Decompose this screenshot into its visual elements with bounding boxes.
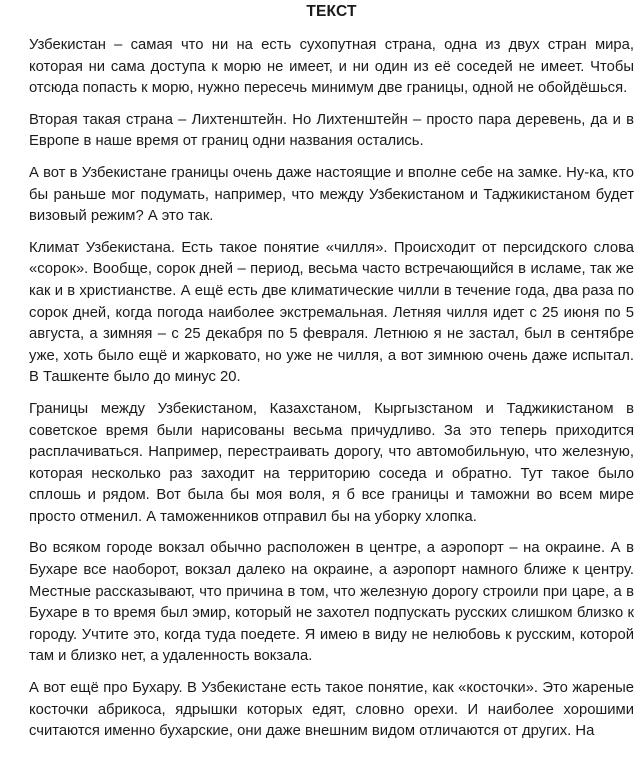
paragraph-soviet-borders: Границы между Узбекистаном, Казахстаном, Кыргызстаном и Таджикистаном в советское время были нарисованы весьма причудливо. За это теперь приходится расплачиваться. Например, перестраивать дорогу, что автомобильную, что железную, которая несколько раз заходит на территорию соседа и обратно. Тут такое было сплошь и рядом. Вот была бы моя воля, я б все границы и таможни во всем мире просто отменил. А таможенников отправил бы на уборку хлопка. [29,400,634,525]
paragraph-liechtenstein: Вторая такая страна – Лихтенштейн. Но Лихтенштейн – просто пара деревень, да и в Европе в наше время от границ одни названия остались. [29,111,634,150]
document-title: ТЕКСТ [306,3,357,20]
paragraph-borders-visa: А вот в Узбекистане границы очень даже настоящие и вполне себе на замке. Ну-ка, кто бы раньше мог подумать, например, что между Узбекистаном и Таджикистаном будет визовый режим? А это так. [29,164,634,225]
paragraph-landlocked: Узбекистан – самая что ни на есть сухопутная страна, одна из двух стран мира, которая ни сама доступа к морю не имеет, и ни один из её соседей не имеет. Чтобы отсюда попасть к морю, нужно пересечь минимум две границы, одной не обойдёшься. [29,37,634,97]
paragraph-bukhara-station: Во всяком городе вокзал обычно расположен в центре, а аэропорт – на окраине. А в Бухаре все наоборот, вокзал далеко на окраине, а аэропорт намного ближе к центру. Местные рассказывают, что причина в том, что железную дорогу строили при царе, а в Бухаре в то время был эмир, который не захотел подпускать русских слишком близко к городу. Учтите это, когда туда поедете. Я имею в виду не нелюбовь к русским, которой там и близко нет, а удаленность вокзала. [29,540,634,665]
paragraph-bukhara-kernels: А вот ещё про Бухару. В Узбекистане есть такое понятие, как «косточки». Это жареные косточки абрикоса, ядрышки которых едят, словно орехи. И наиболее хорошими считаются именно бухарские, они даже внешним видом отличаются от других. На [29,680,634,740]
paragraph-climate-chilla: Климат Узбекистана. Есть такое понятие «чилля». Происходит от персидского слова «сорок». Вообще, сорок дней – период, весьма часто встречающийся в исламе, так же как и в христианстве. А ещё есть две климатические чилли в течение года, два раза по сорок дней, когда погода наиболее экстремальная. Летняя чилля идет с 25 июня по 5 августа, а зимняя – с 25 декабря по 5 февраля. Летнюю я не застал, был в сентябре уже, хоть было ещё и жарковато, но уже не чилля, а вот зимнюю очень даже испытал. В Ташкенте было до минус 20. [29,239,634,386]
